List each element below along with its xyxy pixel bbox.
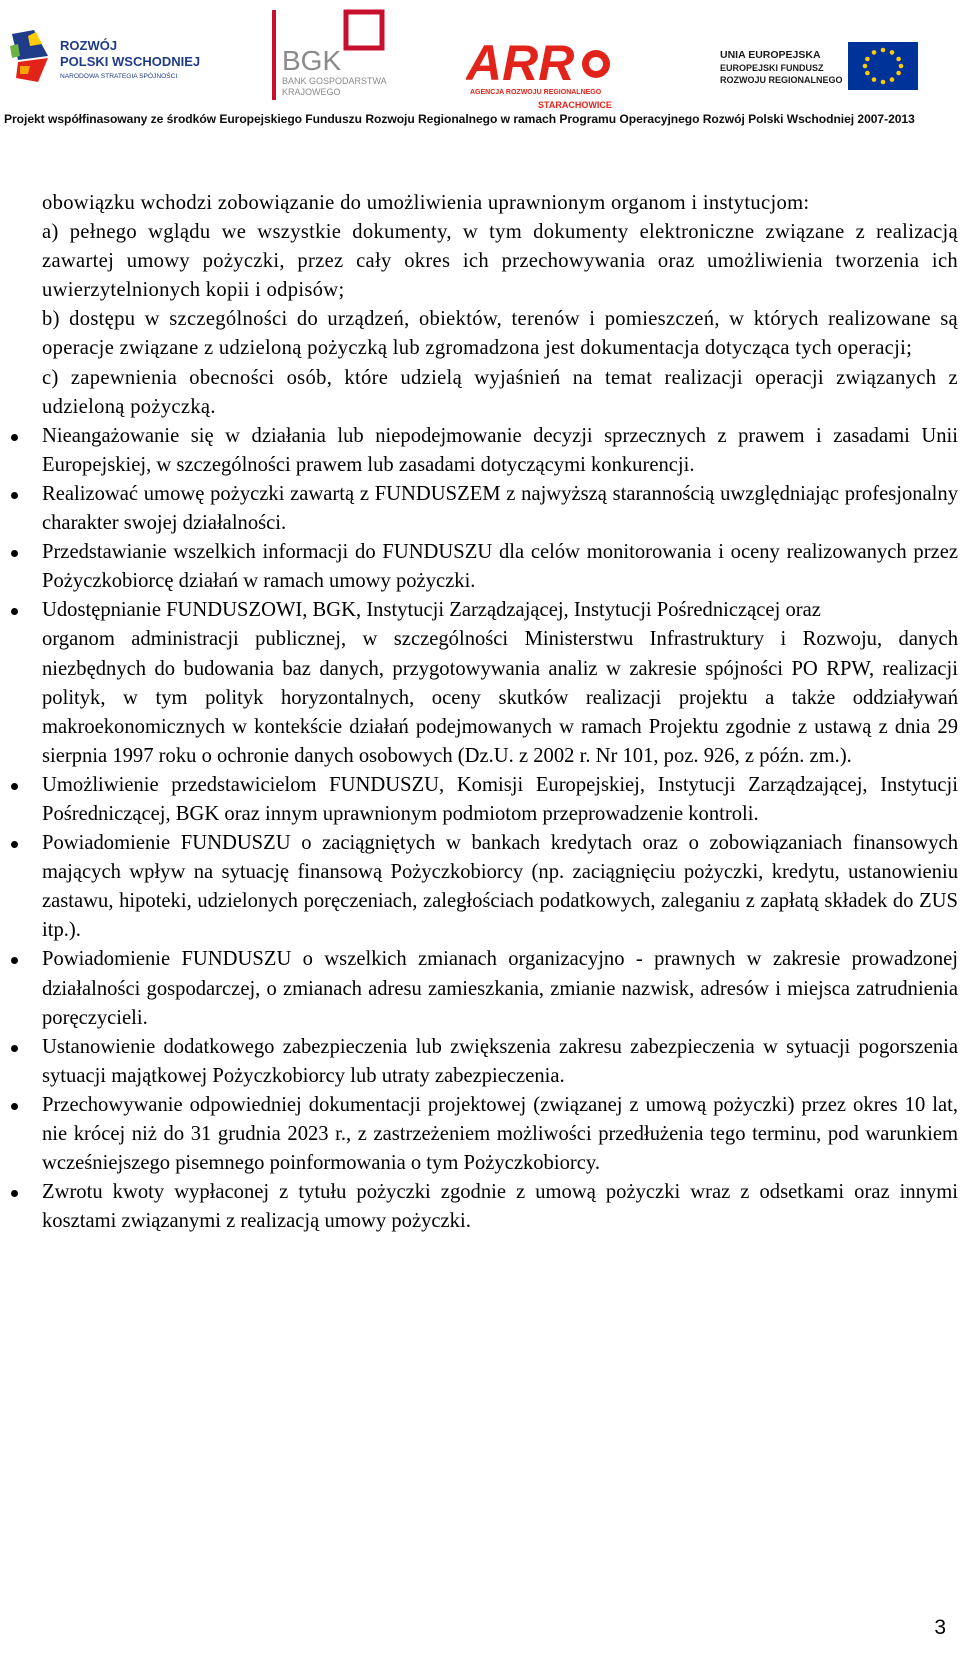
bgk-square-icon	[346, 12, 382, 48]
rpw-line2: POLSKI WSCHODNIEJ	[60, 54, 201, 69]
page-header	[0, 0, 960, 130]
bullet-icon	[11, 1190, 18, 1197]
funding-note: Projekt współfinasowany ze środków Europejskiego Funduszu Rozwoju Regionalnego w ramach Programu Operacyjnego Rozwój Polski Wschodniej 2007-2013	[4, 112, 915, 126]
intro-item-b: b) dostępu w szczególności do urządzeń, obiektów, terenów i pomieszczeń, w których realizowane są operacje związane z udzieloną pożyczką lub zgromadzona jest dokumentacja dotycząca tych operacji;	[42, 308, 958, 360]
arr-sub-2: STARACHOWICE	[538, 100, 612, 110]
bullet-icon	[11, 608, 18, 615]
list-item: Udostępnianie FUNDUSZOWI, BGK, Instytucji Zarządzającej, Instytucji Pośredniczącej oraz organom administracji publicznej, w szczególności Ministerstwu Infrastruktury i Rozwoju, danych niezbędnych do budowania baz danych, przygotowywania analiz w zakresie spójności PO RPW, realizacji polityk, w tym polityk horyzontalnych, oceny skutków realizacji projektu a także oddziaływań makroekonomicznych w kontekście działań podejmowanych w ramach Projektu zgodnie z ustawą z dnia 29 sierpnia 1997 roku o ochronie danych osobowych (Dz.U. z 2002 r. Nr 101, poz. 926, z późn. zm.).	[42, 596, 958, 771]
rozwoj-polski-wschodniej-logo	[8, 26, 208, 98]
bullet-icon	[11, 550, 18, 557]
arr-sub-1: AGENCJA ROZWOJU REGIONALNEGO	[470, 89, 602, 96]
list-item: Ustanowienie dodatkowego zabezpieczenia lub zwiększenia zakresu zabezpieczenia w sytuacji pogorszenia sytuacji majątkowej Pożyczkobiorcy lub utraty zabezpieczenia.	[42, 1033, 958, 1091]
bullet-icon	[11, 492, 18, 499]
bullet-icon	[11, 1103, 18, 1110]
rpw-emblem-icon	[8, 26, 208, 98]
document-body	[42, 189, 958, 1236]
rpw-line1: ROZWÓJ	[60, 38, 118, 53]
arr-short: ARR	[466, 35, 575, 91]
intro-paragraph: obowiązku wchodzi zobowiązanie do umożliwienia uprawnionym organom i instytucjom:	[42, 192, 810, 214]
bgk-full-1: BANK GOSPODARSTWA	[282, 76, 387, 86]
list-item: Umożliwienie przedstawicielom FUNDUSZU, Komisji Europejskiej, Instytucji Zarządzającej, Instytucji Pośredniczącej, BGK oraz innym uprawnionym podmiotom przeprowadzenie kontroli.	[42, 771, 958, 829]
arr-logo	[466, 34, 620, 114]
list-item: Nieangażowanie się w działania lub niepodejmowanie decyzji sprzecznych z prawem i zasadami Unii Europejskiej, w szczególności prawem lub zasadami dotyczącymi konkurencji.	[42, 422, 958, 480]
bullet-icon	[11, 957, 18, 964]
ue-line2: EUROPEJSKI FUNDUSZ	[720, 63, 824, 73]
ue-line1: UNIA EUROPEJSKA	[720, 49, 821, 61]
bullet-icon	[11, 434, 18, 441]
rpw-line3: NARODOWA STRATEGIA SPÓJNOŚCI	[60, 73, 178, 80]
obligations-list	[42, 422, 958, 1237]
intro-item-c: c) zapewnienia obecności osób, które udzielą wyjaśnień na temat realizacji operacji związanych z udzieloną pożyczką.	[42, 366, 958, 418]
ue-line3: ROZWOJU REGIONALNEGO	[720, 75, 843, 85]
bgk-full-2: KRAJOWEGO	[282, 87, 341, 97]
list-item-continuation: organom administracji publicznej, w szczególności Ministerstwu Infrastruktury i Rozwoju, danych niezbędnych do budowania baz danych, przygotowywania analiz w zakresie spójności PO RPW, realizacji polityk, w tym polityk horyzontalnych, oceny skutków realizacji projektu a także oddziaływań makroekonomicznych w kontekście działań podejmowanych w ramach Projektu zgodnie z ustawą z dnia 29 sierpnia 1997 roku o ochronie danych osobowych (Dz.U. z 2002 r. Nr 101, poz. 926, z późn. zm.).	[42, 628, 958, 767]
list-item: Zwrotu kwoty wypłaconej z tytułu pożyczki zgodnie z umową pożyczki wraz z odsetkami oraz innymi kosztami związanymi z realizacją umowy pożyczki.	[42, 1178, 958, 1236]
bullet-icon	[11, 1045, 18, 1052]
unia-europejska-logo	[720, 40, 920, 96]
list-item: Realizować umowę pożyczki zawartą z FUNDUSZEM z najwyższą starannością uwzględniając profesjonalny charakter swojej działalności.	[42, 480, 958, 538]
bullet-icon	[11, 841, 18, 848]
bgk-short: BGK	[282, 45, 342, 76]
list-item: Przechowywanie odpowiedniej dokumentacji projektowej (związanej z umową pożyczki) przez okres 10 lat, nie krócej niż do 31 grudnia 2023 r., z zastrzeżeniem możliwości przedłużenia tego terminu, pod warunkiem wcześniejszego pisemnego poinformowania o tym Pożyczkobiorcy.	[42, 1091, 958, 1178]
list-item: Powiadomienie FUNDUSZU o zaciągniętych w bankach kredytach oraz o zobowiązaniach finansowych mających wpływ na sytuację finansową Pożyczkobiorcy (np. zaciągnięciu pożyczki, kredytu, ustanowieniu zastawu, hipoteki, udzielonych poręczeniach, zaległościach podatkowych, zaleganiu z zapłatą składek do ZUS itp.).	[42, 829, 958, 945]
intro-item-a: a) pełnego wglądu we wszystkie dokumenty, w tym dokumenty elektroniczne związane z realizacją zawartej umowy pożyczki, przez cały okres ich przechowywania oraz umożliwienia tworzenia ich uwierzytelnionych kopii i odpisów;	[42, 221, 958, 302]
intro-section	[42, 189, 958, 422]
bgk-logo	[268, 6, 418, 106]
list-item: Przedstawianie wszelkich informacji do FUNDUSZU dla celów monitorowania i oceny realizowanych przez Pożyczkobiorcę działań w ramach umowy pożyczki.	[42, 538, 958, 596]
page-number: 3	[934, 1616, 946, 1639]
bullet-icon	[11, 783, 18, 790]
list-item: Powiadomienie FUNDUSZU o wszelkich zmianach organizacyjno - prawnych w zakresie prowadzonej działalności gospodarczej, o zmianach adresu zamieszkania, zmianie nazwisk, adresów i miejsca zatrudnienia poręczycieli.	[42, 945, 958, 1032]
eu-flag-icon	[848, 42, 918, 90]
